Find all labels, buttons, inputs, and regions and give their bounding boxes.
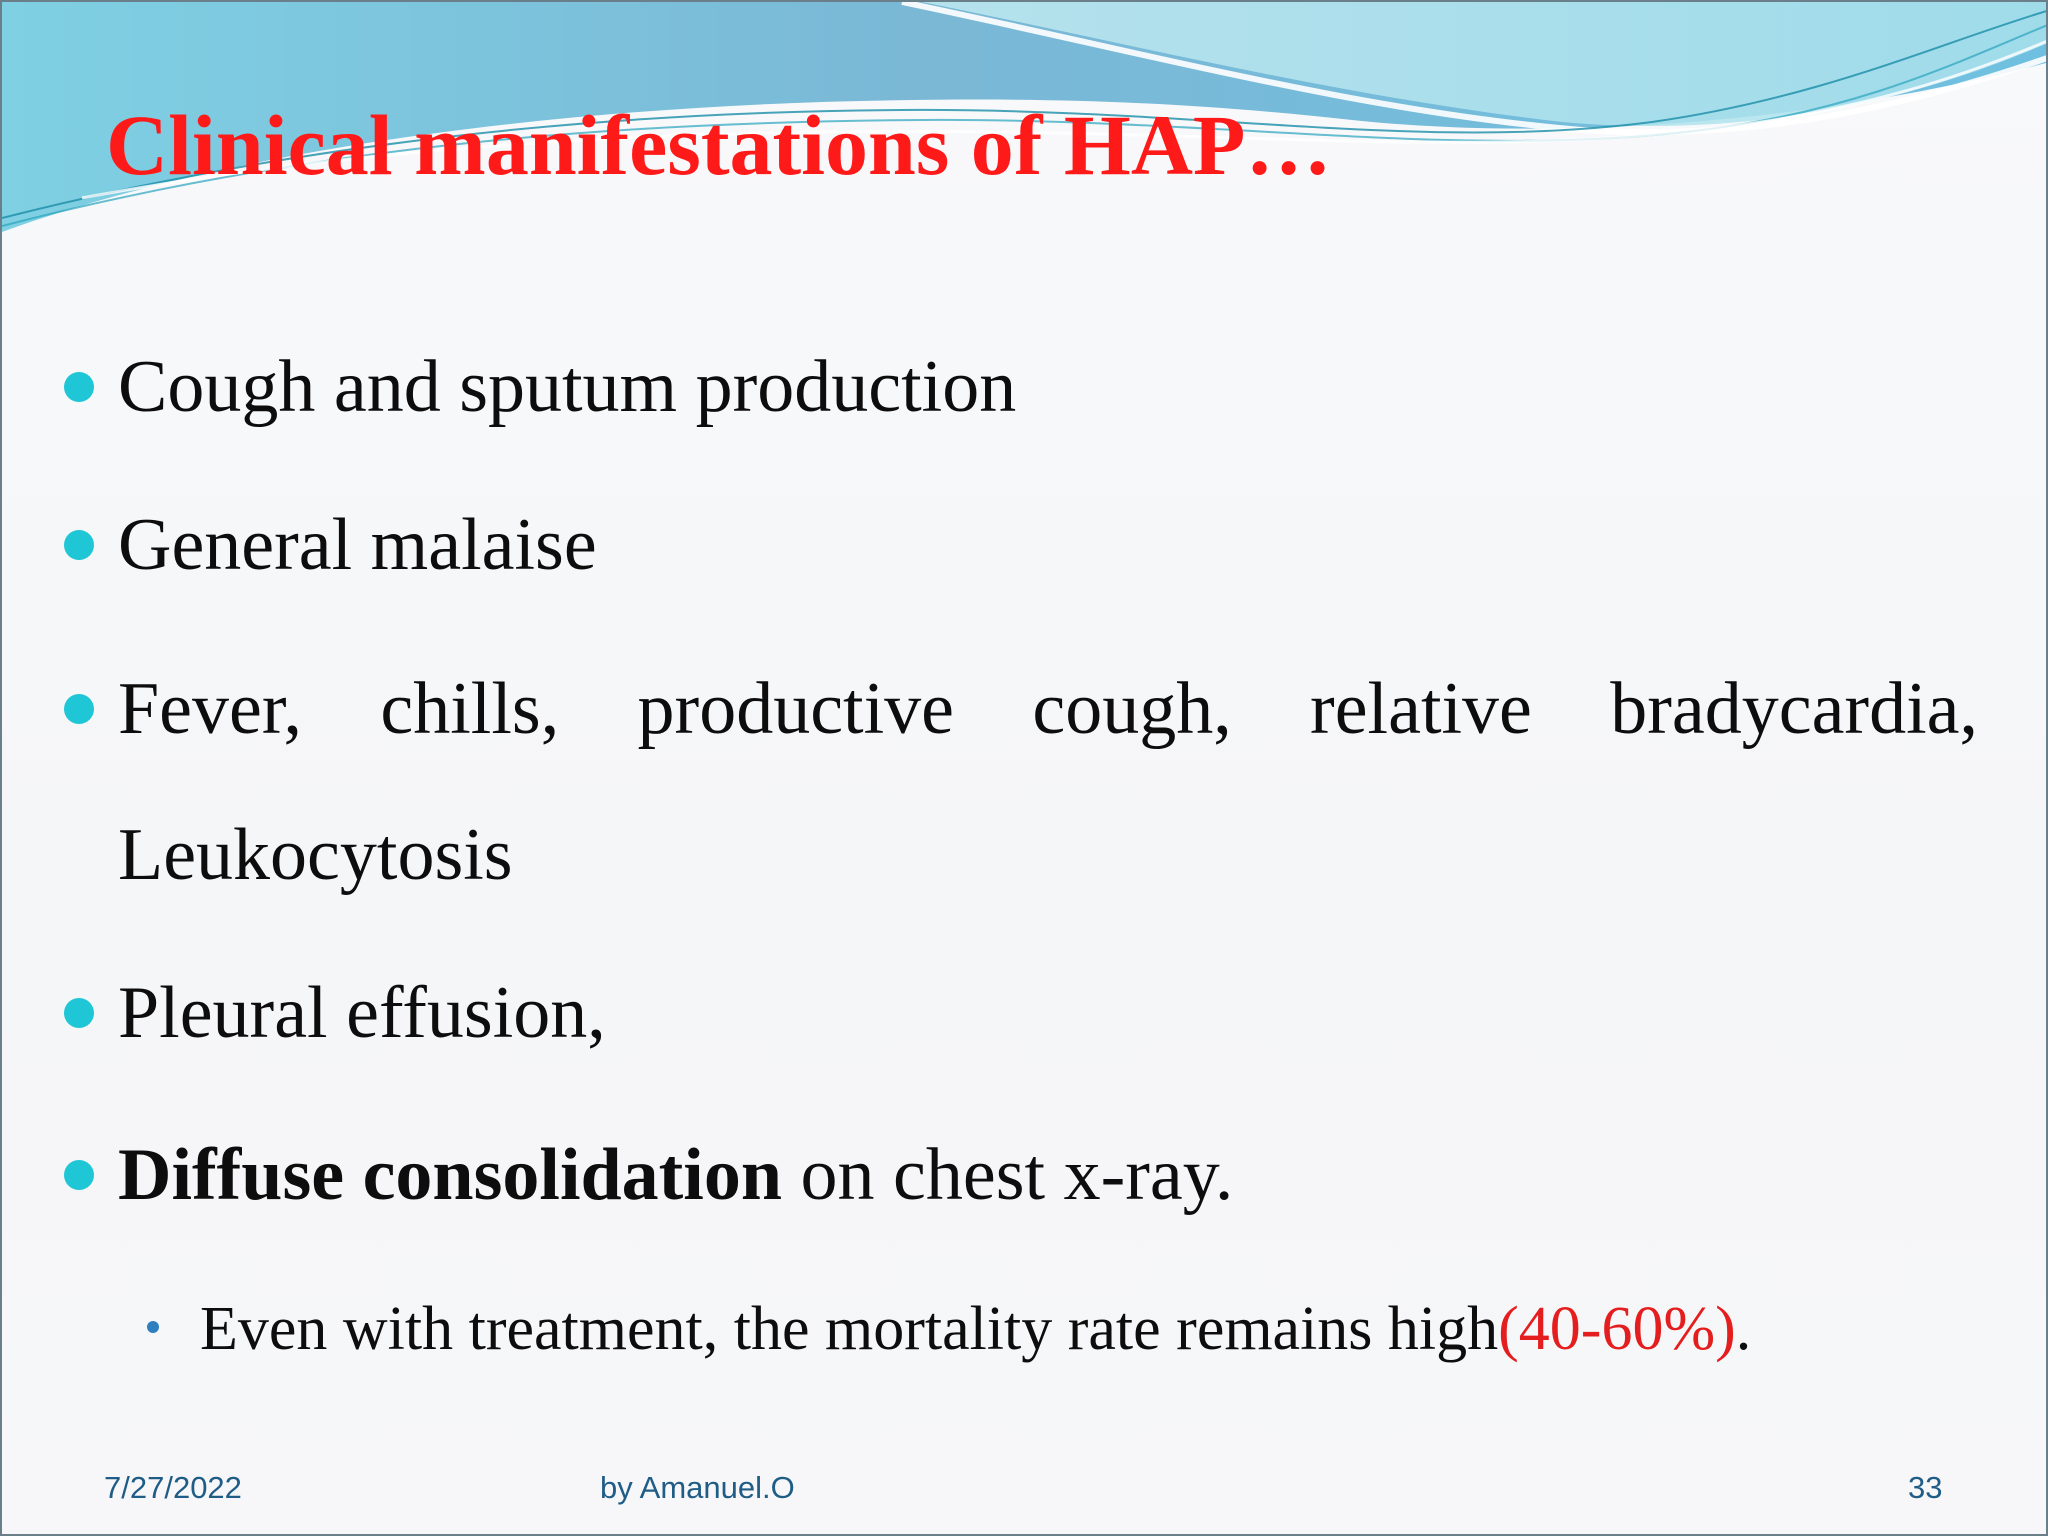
bullet-fever-word: chills, (380, 668, 560, 750)
bullet-diffuse-consolidation (118, 1134, 1234, 1216)
bullet-dot (64, 530, 94, 560)
mortality-highlight: (40-60%) (1498, 1295, 1736, 1363)
bullet-fever-line (118, 668, 1978, 750)
footer-page-number: 33 (1908, 1470, 1943, 1505)
bullet-fever-word: productive (637, 668, 954, 750)
sub-bullet-dot (147, 1321, 159, 1333)
bullet-rest: on chest x-ray. (782, 1134, 1234, 1216)
bullet-fever-word: Fever, (118, 668, 303, 750)
bullet-fever-word: bradycardia, (1610, 668, 1978, 750)
bullet-fever-word: cough, (1032, 668, 1232, 750)
sub-bullet-text: Even with treatment, the mortality rate remains high (200, 1295, 1499, 1363)
bullet-dot (64, 998, 94, 1028)
sub-bullet-mortality (200, 1295, 1752, 1363)
footer-author: by Amanuel.O (600, 1470, 795, 1505)
bullet-fever-word: relative (1310, 668, 1532, 750)
bullet-fever-continuation: Leukocytosis (118, 814, 513, 896)
bullet-pleural-effusion: Pleural effusion, (118, 972, 606, 1054)
slide-title: Clinical manifestations of HAP… (106, 97, 1332, 193)
bullet-dot (64, 372, 94, 402)
bullet-dot (64, 694, 94, 724)
bullet-cough: Cough and sputum production (118, 346, 1017, 428)
sub-bullet-end: . (1735, 1295, 1752, 1363)
bullet-dot (64, 1160, 94, 1190)
footer-date: 7/27/2022 (104, 1470, 242, 1505)
bullet-malaise: General malaise (118, 504, 597, 586)
bold-phrase: Diffuse consolidation (118, 1134, 783, 1216)
